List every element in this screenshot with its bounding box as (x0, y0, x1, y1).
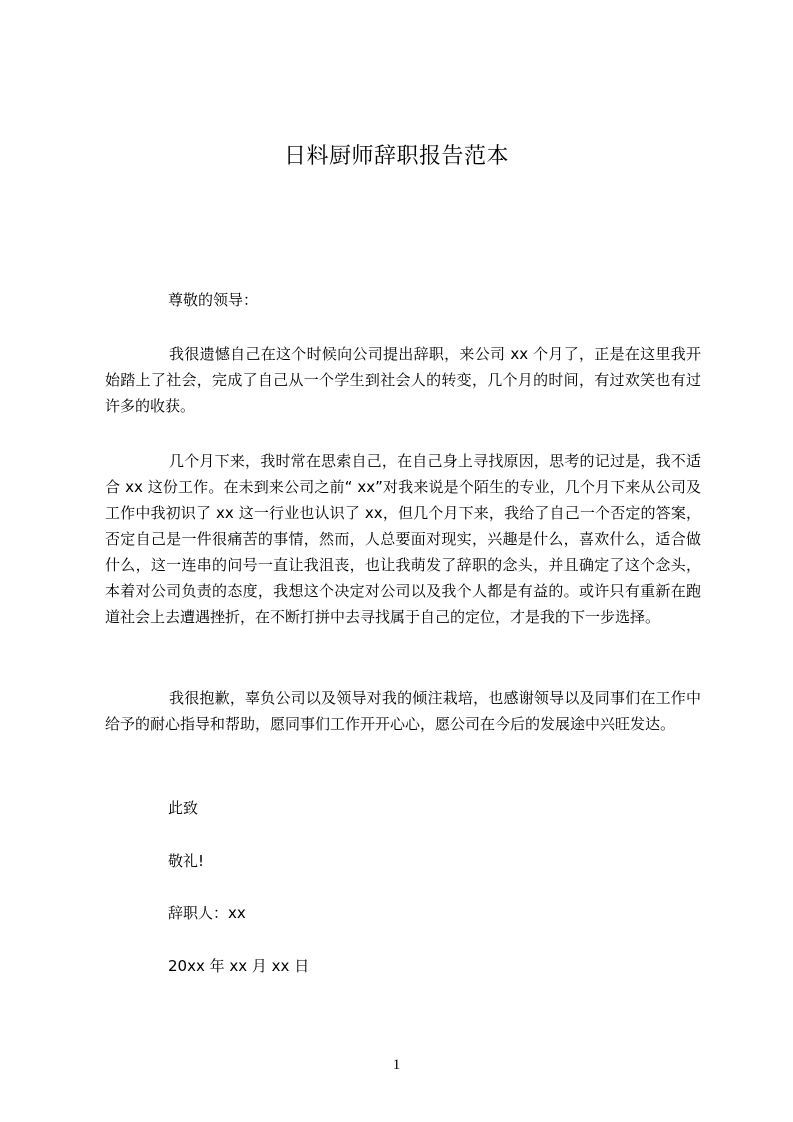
salutation: 尊敬的领导： (168, 291, 259, 309)
paragraph-2: 几个月下来，我时常在思索自己，在自己身上寻找原因，思考的记过是，我不适合 xx 这份工作。在未到来公司之前“ xx”对我来说是个陌生的专业，几个月下来从公司及工作中我初识了 xx 这一行业也认识了 xx，但几个月下来，我给了自己一个否定的答案，否定自己是一件很痛苦的事情，然而，人总要面对现实，兴趣是什么，喜欢什么，适合做什么，这一连串的问号一直让我沮丧，也让我萌发了辞职的念头，并且确定了这个念头，本着对公司负责的态度，我想这个决定对公司以及我个人都是有益的。或许只有重新在跑道社会上去遭遇挫折，在不断打拼中去寻找属于自己的定位，才是我的下一步选择。 (105, 452, 701, 626)
closing-regards: 此致 (168, 799, 199, 817)
signature-line: 辞职人：xx (168, 904, 246, 922)
closing-salute: 敬礼! (168, 852, 205, 870)
paragraph-3: 我很抱歉，辜负公司以及领导对我的倾注栽培，也感谢领导以及同事们在工作中给予的耐心指导和帮助，愿同事们工作开开心心，愿公司在今后的发展途中兴旺发达。 (105, 689, 701, 733)
page-number: 1 (392, 1057, 401, 1073)
paragraph-1: 我很遗憾自己在这个时候向公司提出辞职，来公司 xx 个月了，正是在这里我开始踏上了社会，完成了自己从一个学生到社会人的转变，几个月的时间，有过欢笑也有过许多的收获。 (105, 345, 701, 415)
date-line: 20xx 年 xx 月 xx 日 (168, 957, 310, 975)
document-title: 日料厨师辞职报告范本 (283, 144, 509, 169)
